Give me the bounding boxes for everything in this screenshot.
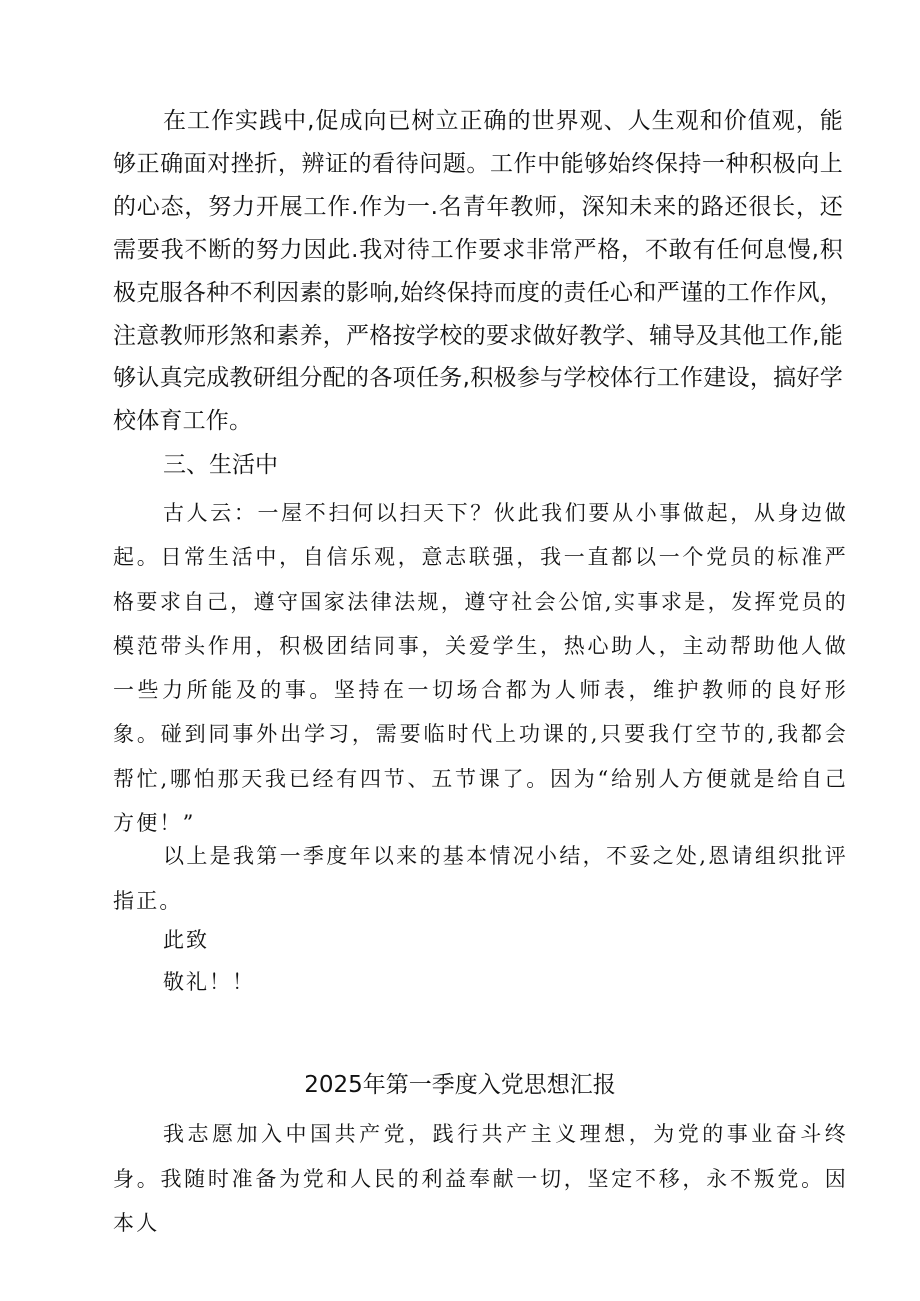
paragraph-work-practice: 在工作实践中,促成向已树立正确的世界观、人生观和价值观，能够正确面对挫折，辨证的看待问题。工作中能够始终保持一种积极向上的心态，努力开展工作.作为一.名青年教师，深知未来的路还很长，还需要我不断的努力因此.我对待工作要求非常严格，不敢有任何息慢,积极克服各种不利因素的影响,始终保持而度的责任心和严谨的工作作风，注意教师形煞和素养，严格按学校的要求做好教学、辅导及其他工作,能够认真完成教研组分配的各项任务,积极参与学校体行工作建设，搞好学校体育工作。 [113,108,843,435]
closing-salutation: 此致 [163,928,209,952]
section-heading-life: 三、生活中 [163,452,278,478]
report-title: 2025年第一季度入党思想汇报 [304,1072,616,1098]
closing-regards: 敬礼！！ [163,970,255,994]
paragraph-report-intro: 我志愿加入中国共产党，践行共产主义理想，为党的事业奋斗终身。我随时准备为党和人民的利益奉献一切，坚定不移，永不叛党。因本人 [113,1122,848,1235]
paragraph-summary: 以上是我第一季度年以来的基本情况小结，不妥之处,恩请组织批评指正。 [113,844,848,913]
paragraph-life: 古人云：一屋不扫何以扫天下？伙此我们要从小事做起，从身边做起。日常生活中，自信乐观，意志联强，我一直都以一个党员的标准严格要求自己，遵守国家法律法规，遵守社会公馆,实事求是，发挥党员的模范带头作用，积极团结同事，关爱学生，热心助人，主动帮助他人做一些力所能及的事。坚持在一切场合都为人师表，维护教师的良好形象。碰到同事外出学习，需要临时代上功课的,只要我仃空节的,我都会帮忙,哪怕那天我已经有四节、五节课了。因为“给别人方便就是给自己方便！” [113,501,848,836]
